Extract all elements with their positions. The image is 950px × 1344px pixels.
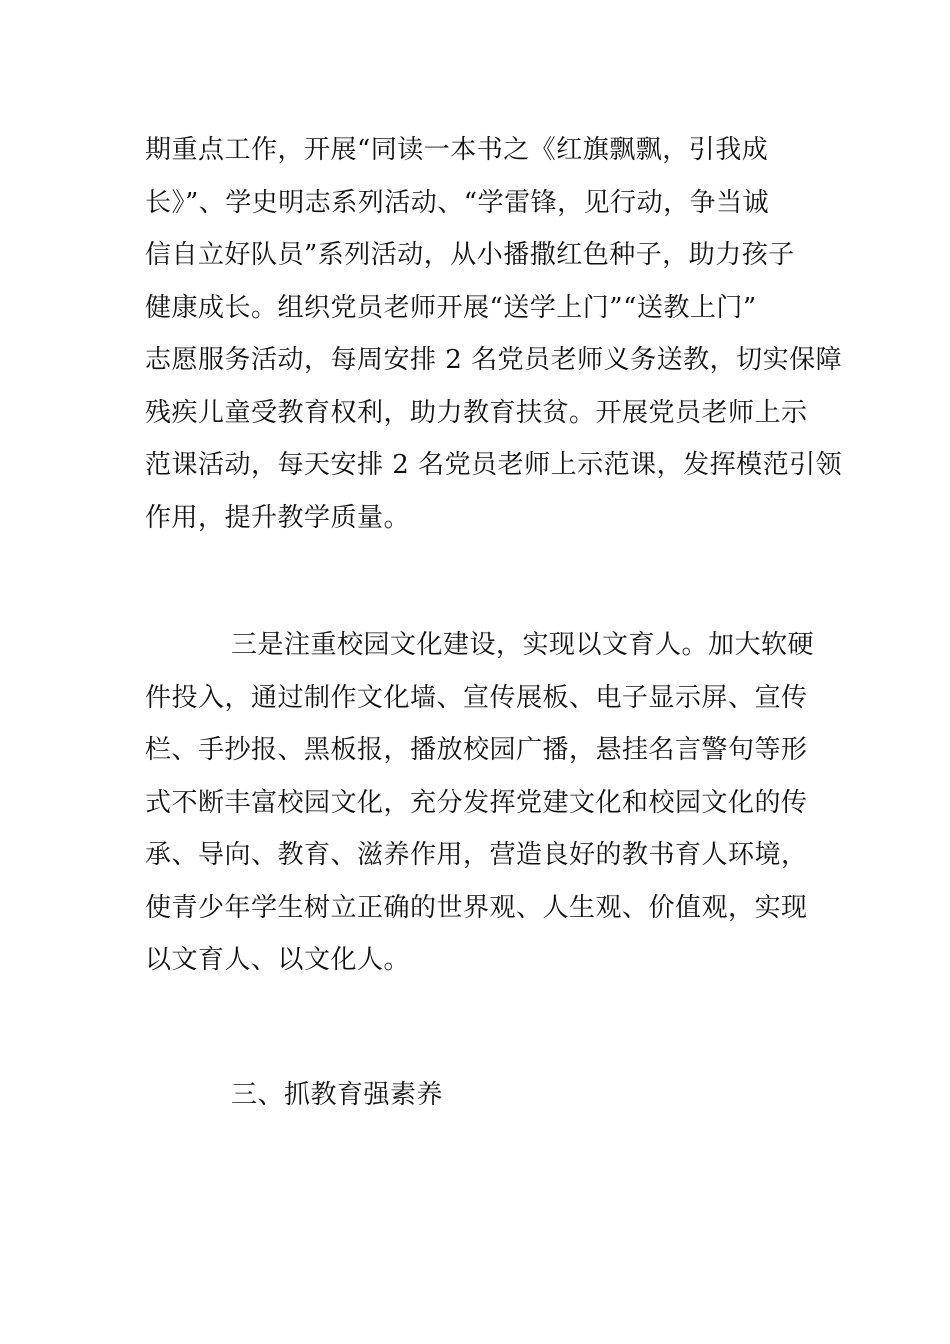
paragraph-line: 志愿服务活动，每周安排 2 名党员老师义务送教，切实保障 bbox=[145, 345, 843, 375]
paragraph-line: 期重点工作，开展“同读一本书之《红旗飘飘，引我成 bbox=[145, 135, 769, 165]
paragraph-line: 范课活动，每天安排 2 名党员老师上示范课，发挥模范引领 bbox=[145, 450, 843, 480]
paragraph-line: 长》”、学史明志系列活动、“学雷锋，见行动，争当诚 bbox=[145, 187, 770, 218]
paragraph-party-activities bbox=[145, 124, 843, 544]
section-heading-text: 三、抓教育强素养 bbox=[231, 1080, 444, 1110]
paragraph-line: 以文育人、以文化人。 bbox=[145, 945, 411, 975]
paragraph-line: 作用，提升教学质量。 bbox=[145, 502, 411, 533]
paragraph-campus-culture bbox=[145, 619, 815, 987]
paragraph-line: 三是注重校园文化建设，实现以文育人。加大软硬 bbox=[231, 630, 815, 660]
paragraph-line: 健康成长。组织党员老师开展“送学上门”“送教上门” bbox=[145, 292, 757, 323]
paragraph-line: 信自立好队员”系列活动，从小播撒红色种子，助力孩子 bbox=[145, 240, 795, 270]
paragraph-line: 式不断丰富校园文化，充分发挥党建文化和校园文化的传 bbox=[145, 787, 808, 818]
section-heading bbox=[145, 1069, 810, 1122]
paragraph-line: 件投入，通过制作文化墙、宣传展板、电子显示屏、宣传 bbox=[145, 682, 808, 713]
paragraph-line: 使青少年学生树立正确的世界观、人生观、价值观，实现 bbox=[145, 892, 808, 923]
paragraph-line: 残疾儿童受教育权利，助力教育扶贫。开展党员老师上示 bbox=[145, 397, 808, 428]
paragraph-line: 栏、手抄报、黑板报，播放校园广播，悬挂名言警句等形 bbox=[145, 735, 808, 765]
paragraph-line: 承、导向、教育、滋养作用，营造良好的教书育人环境， bbox=[145, 840, 808, 870]
